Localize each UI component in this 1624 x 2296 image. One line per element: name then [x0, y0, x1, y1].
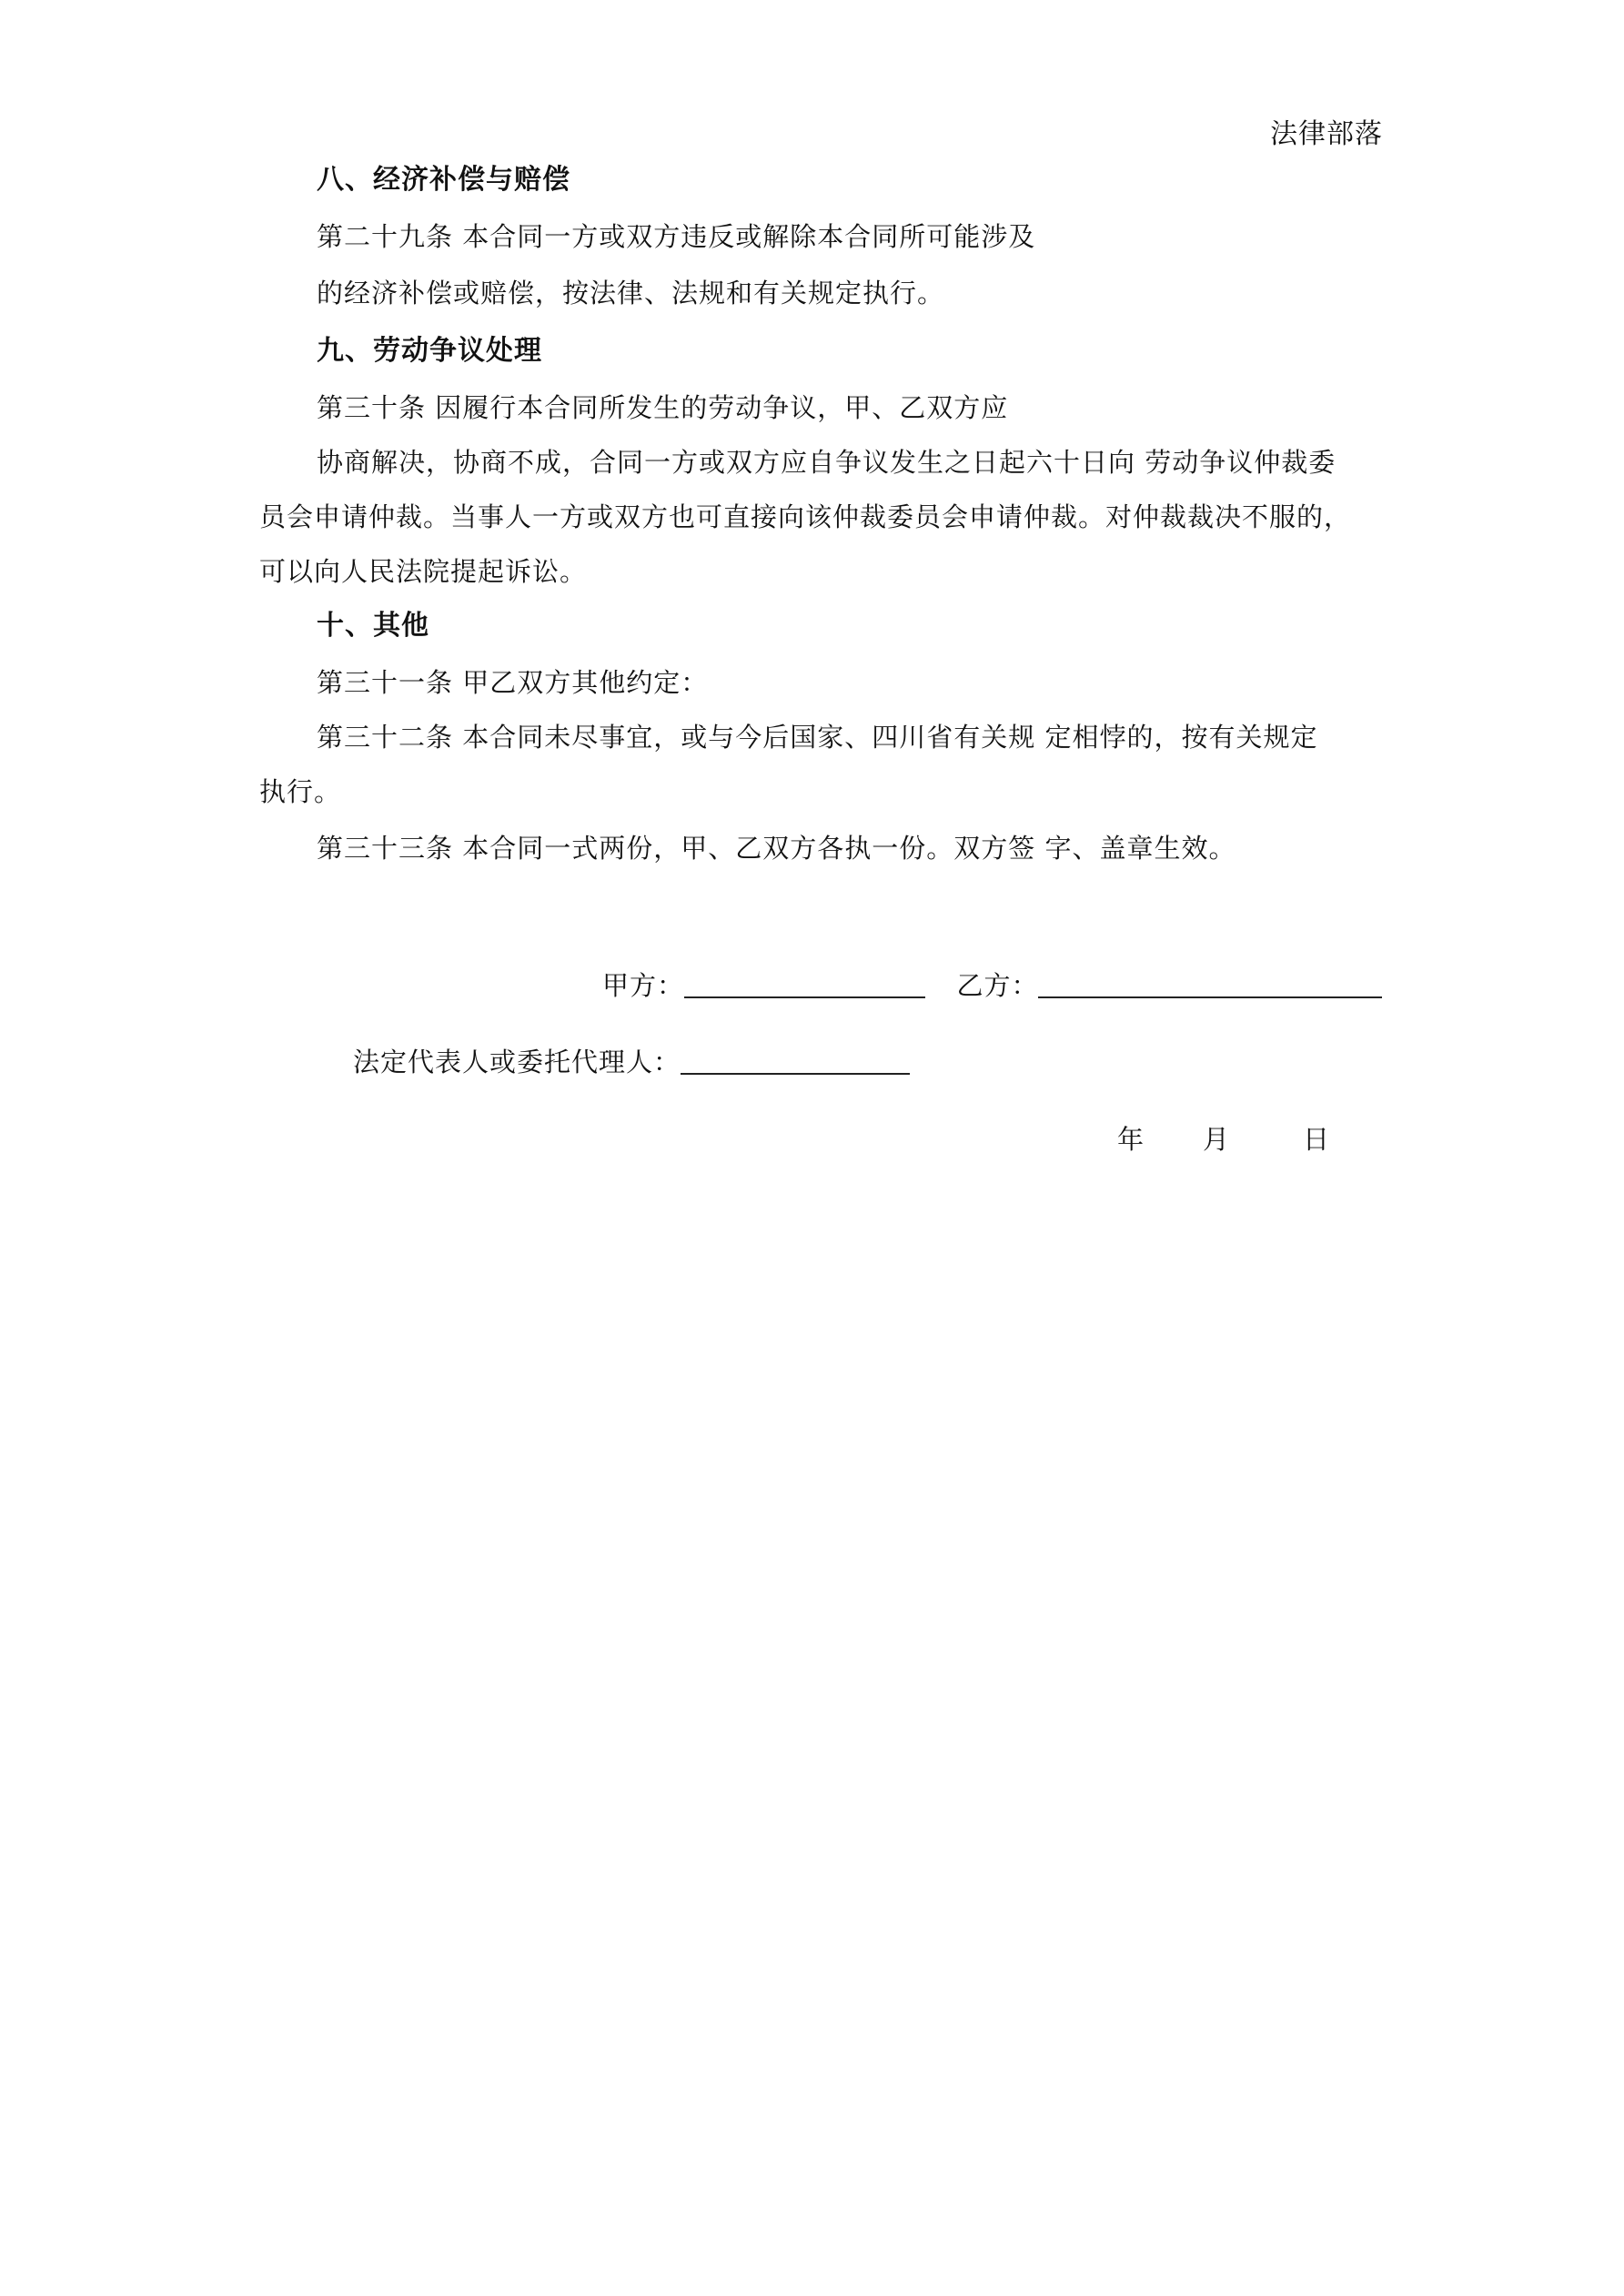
article-33-line: 第三十三条 本合同一式两份，甲、乙双方各执一份。双方签 字、盖章生效。 — [317, 833, 1236, 864]
date-day: 日 — [1303, 1124, 1330, 1155]
section-heading-compensation: 八、经济补偿与赔偿 — [317, 164, 570, 196]
article-29-line-1: 第二十九条 本合同一方或双方违反或解除本合同所可能涉及 — [317, 221, 1036, 252]
signature-row-parties — [602, 967, 1382, 1004]
party-b-signature-line[interactable] — [1038, 969, 1382, 998]
article-32-line-2: 执行。 — [259, 776, 342, 807]
article-30-line-1: 第三十条 因履行本合同所发生的劳动争议，甲、乙双方应 — [317, 392, 1009, 423]
article-30-line-3: 员会申请仲裁。当事人一方或双方也可直接向该仲裁委员会申请仲裁。对仲裁裁决不服的， — [259, 501, 1352, 532]
article-30-line-2: 协商解决，协商不成，合同一方或双方应自争议发生之日起六十日向 劳动争议仲裁委 — [317, 447, 1337, 478]
party-a-signature-line[interactable] — [684, 969, 925, 998]
article-32-line-1: 第三十二条 本合同未尽事宜，或与今后国家、四川省有关规 定相悖的，按有关规定 — [317, 722, 1318, 753]
date-year: 年 — [1117, 1124, 1145, 1155]
party-a-label: 甲方： — [602, 970, 685, 1001]
date-month: 月 — [1203, 1124, 1230, 1155]
article-29-line-2: 的经济补偿或赔偿，按法律、法规和有关规定执行。 — [317, 278, 945, 308]
representative-label: 法定代表人或委托代理人： — [353, 1047, 681, 1077]
representative-signature-line[interactable] — [681, 1046, 910, 1075]
article-30-line-4: 可以向人民法院提起诉讼。 — [259, 556, 588, 587]
header-tag: 法律部落 — [1270, 118, 1383, 150]
section-heading-dispute: 九、劳动争议处理 — [317, 335, 542, 367]
signature-row-representative — [353, 1044, 910, 1080]
article-31-line: 第三十一条 甲乙双方其他约定： — [317, 667, 709, 698]
party-b-label: 乙方： — [956, 970, 1039, 1001]
section-heading-other: 十、其他 — [317, 610, 429, 642]
